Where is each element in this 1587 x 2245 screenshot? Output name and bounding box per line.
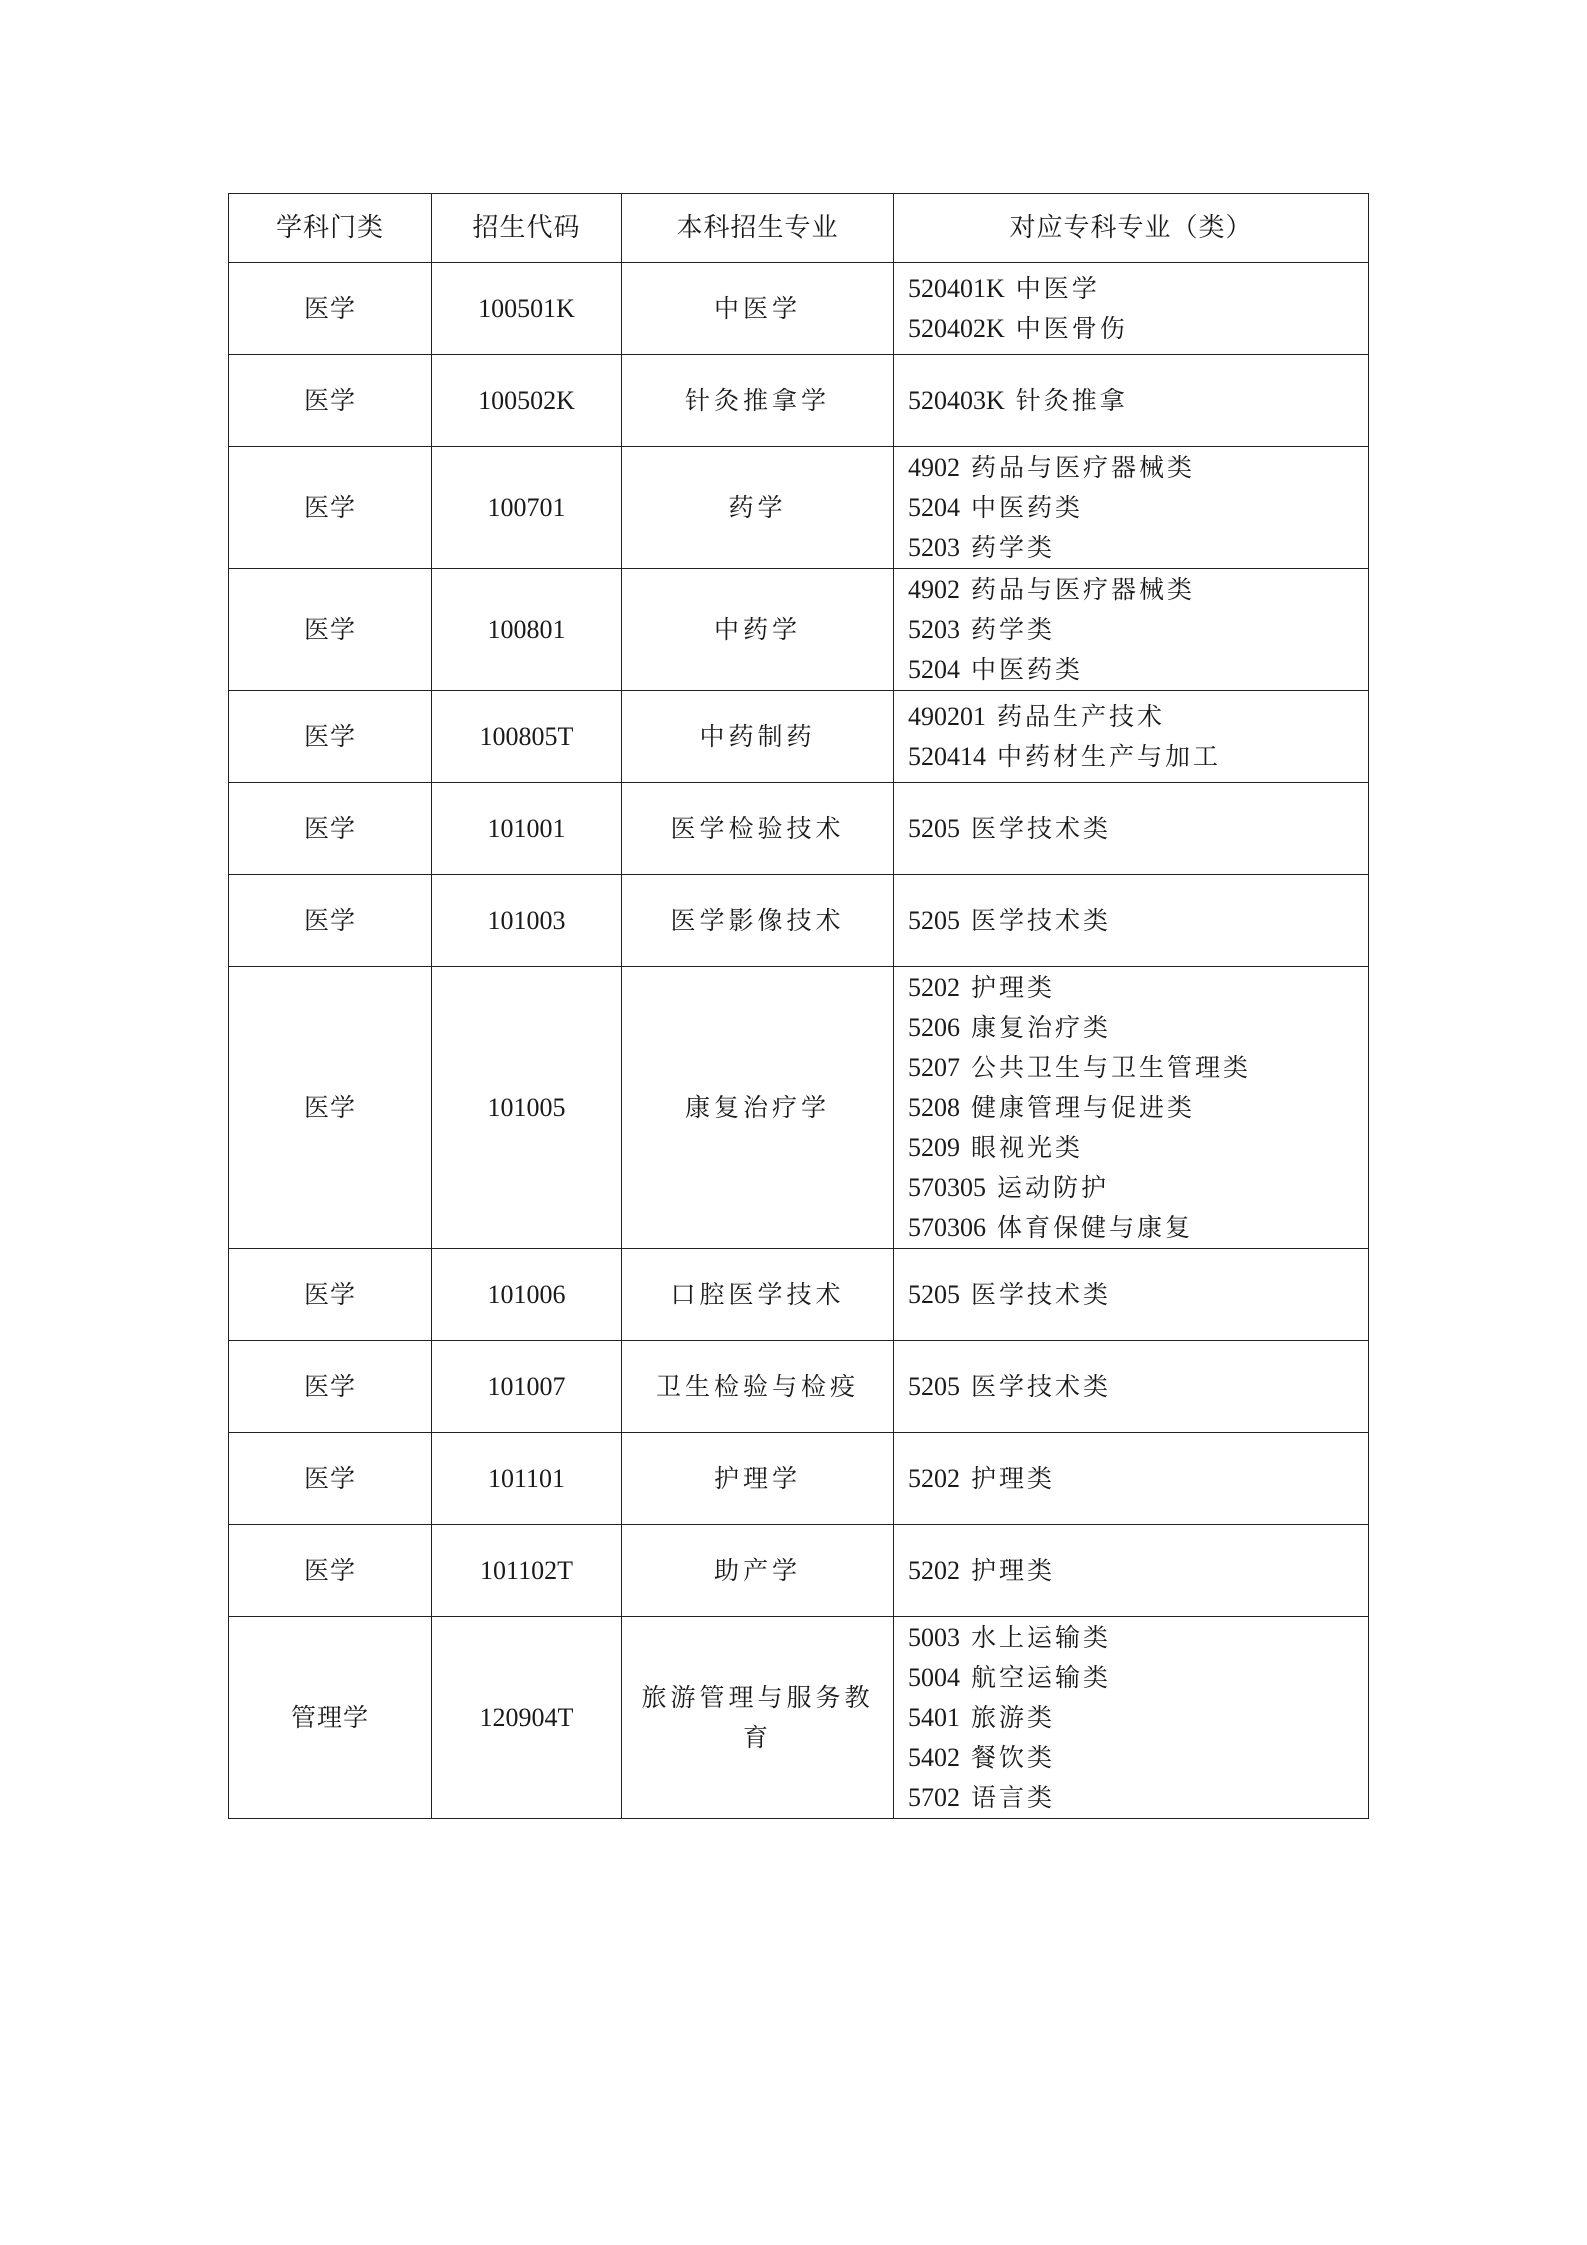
associated-major-name: 中医学 [1015,273,1100,303]
associated-major-item [908,269,1368,309]
associated-major-name: 航空运输类 [970,1662,1111,1692]
cell-associated-majors [894,355,1369,447]
cell-code: 100502K [432,355,622,447]
cell-category: 医学 [229,1249,432,1341]
table-body [229,263,1369,1819]
associated-major-name: 药学类 [970,614,1055,644]
associated-major-item [908,528,1368,568]
table-row [229,1341,1369,1433]
associated-major-name: 药学类 [970,532,1055,562]
cell-category: 医学 [229,355,432,447]
cell-associated-majors [894,569,1369,691]
associated-major-item [908,448,1368,488]
cell-code: 120904T [432,1617,622,1819]
cell-associated-majors [894,447,1369,569]
associated-major-item [908,1008,1368,1048]
cell-category: 医学 [229,783,432,875]
associated-major-name: 旅游类 [970,1702,1055,1732]
associated-major-item [908,488,1368,528]
associated-major-item [908,650,1368,690]
associated-major-name: 康复治疗类 [970,1012,1111,1042]
cell-major: 康复治疗学 [622,967,894,1249]
cell-category: 医学 [229,263,432,355]
associated-major-name: 语言类 [970,1782,1055,1812]
cell-major: 针灸推拿学 [622,355,894,447]
associated-major-name: 中医药类 [970,492,1083,522]
table-row [229,569,1369,691]
associated-major-item [908,1088,1368,1128]
cell-major: 旅游管理与服务教育 [622,1617,894,1819]
cell-category: 医学 [229,1525,432,1617]
cell-major: 中医学 [622,263,894,355]
associated-major-code: 5205 [908,1371,960,1401]
cell-code: 100701 [432,447,622,569]
table-header-row [229,194,1369,263]
associated-major-name: 中药材生产与加工 [996,741,1221,771]
cell-major: 中药制药 [622,691,894,783]
cell-associated-majors [894,1249,1369,1341]
cell-code: 100805T [432,691,622,783]
associated-major-code: 4902 [908,574,960,604]
cell-category: 医学 [229,691,432,783]
table-row [229,1433,1369,1525]
table-row [229,967,1369,1249]
associated-major-code: 5401 [908,1702,960,1732]
cell-major: 护理学 [622,1433,894,1525]
associated-major-item [908,968,1368,1008]
associated-major-code: 5206 [908,1012,960,1042]
associated-major-code: 5702 [908,1782,960,1812]
major-correspondence-table [228,193,1369,1819]
cell-associated-majors [894,691,1369,783]
cell-code: 101101 [432,1433,622,1525]
associated-major-name: 眼视光类 [970,1132,1083,1162]
associated-major-code: 5207 [908,1052,960,1082]
associated-major-code: 5205 [908,905,960,935]
associated-major-name: 中医药类 [970,654,1083,684]
associated-major-code: 5202 [908,1555,960,1585]
associated-major-name: 护理类 [970,1555,1055,1585]
cell-code: 101102T [432,1525,622,1617]
cell-associated-majors [894,967,1369,1249]
table-row [229,263,1369,355]
associated-major-code: 570306 [908,1212,986,1242]
table-row [229,875,1369,967]
associated-major-code: 520414 [908,741,986,771]
header-category: 学科门类 [229,194,432,263]
associated-major-item [908,1551,1368,1591]
cell-category: 医学 [229,1341,432,1433]
associated-major-item [908,1698,1368,1738]
cell-associated-majors [894,875,1369,967]
cell-code: 101001 [432,783,622,875]
associated-major-code: 5203 [908,614,960,644]
associated-major-name: 药品与医疗器械类 [970,452,1195,482]
associated-major-code: 5204 [908,654,960,684]
associated-major-item [908,1658,1368,1698]
header-code: 招生代码 [432,194,622,263]
table-row [229,355,1369,447]
associated-major-item [908,381,1368,421]
cell-category: 医学 [229,875,432,967]
associated-major-name: 药品与医疗器械类 [970,574,1195,604]
associated-major-name: 健康管理与促进类 [970,1092,1195,1122]
associated-major-item [908,1048,1368,1088]
cell-associated-majors [894,263,1369,355]
associated-major-code: 520401K [908,273,1005,303]
header-associated-majors: 对应专科专业（类） [894,194,1369,263]
associated-major-code: 5203 [908,532,960,562]
table-row [229,1617,1369,1819]
cell-code: 101005 [432,967,622,1249]
associated-major-item [908,1168,1368,1208]
cell-associated-majors [894,1433,1369,1525]
cell-code: 100801 [432,569,622,691]
cell-associated-majors [894,783,1369,875]
cell-category: 医学 [229,569,432,691]
associated-major-name: 公共卫生与卫生管理类 [970,1052,1251,1082]
cell-major: 医学检验技术 [622,783,894,875]
table-row [229,1525,1369,1617]
cell-major: 助产学 [622,1525,894,1617]
cell-category: 医学 [229,1433,432,1525]
associated-major-name: 水上运输类 [970,1622,1111,1652]
table-row [229,1249,1369,1341]
associated-major-item [908,809,1368,849]
associated-major-name: 运动防护 [996,1172,1109,1202]
cell-category: 医学 [229,447,432,569]
associated-major-code: 520402K [908,313,1005,343]
associated-major-item [908,1738,1368,1778]
cell-code: 101006 [432,1249,622,1341]
associated-major-item [908,570,1368,610]
table-row [229,691,1369,783]
associated-major-code: 570305 [908,1172,986,1202]
associated-major-code: 520403K [908,385,1005,415]
associated-major-name: 护理类 [970,1463,1055,1493]
associated-major-item [908,1618,1368,1658]
associated-major-item [908,1367,1368,1407]
cell-code: 100501K [432,263,622,355]
associated-major-code: 5004 [908,1662,960,1692]
associated-major-name: 护理类 [970,972,1055,1002]
associated-major-name: 体育保健与康复 [996,1212,1193,1242]
header-major: 本科招生专业 [622,194,894,263]
associated-major-name: 餐饮类 [970,1742,1055,1772]
cell-category: 医学 [229,967,432,1249]
associated-major-code: 5209 [908,1132,960,1162]
associated-major-name: 针灸推拿 [1015,385,1128,415]
associated-major-item [908,1208,1368,1248]
associated-major-item [908,1128,1368,1168]
associated-major-name: 医学技术类 [970,813,1111,843]
associated-major-name: 药品生产技术 [996,701,1165,731]
cell-associated-majors [894,1341,1369,1433]
associated-major-item [908,610,1368,650]
cell-major: 口腔医学技术 [622,1249,894,1341]
table-row [229,447,1369,569]
associated-major-item [908,697,1368,737]
associated-major-code: 490201 [908,701,986,731]
associated-major-code: 5003 [908,1622,960,1652]
associated-major-code: 5204 [908,492,960,522]
associated-major-item [908,1459,1368,1499]
associated-major-item [908,737,1368,777]
associated-major-code: 5402 [908,1742,960,1772]
associated-major-code: 5202 [908,972,960,1002]
cell-code: 101003 [432,875,622,967]
cell-major: 卫生检验与检疫 [622,1341,894,1433]
associated-major-code: 5205 [908,1279,960,1309]
associated-major-name: 医学技术类 [970,905,1111,935]
associated-major-item [908,1275,1368,1315]
cell-associated-majors [894,1617,1369,1819]
associated-major-code: 5208 [908,1092,960,1122]
cell-category: 管理学 [229,1617,432,1819]
associated-major-name: 中医骨伤 [1015,313,1128,343]
associated-major-code: 5202 [908,1463,960,1493]
associated-major-item [908,1778,1368,1818]
cell-associated-majors [894,1525,1369,1617]
associated-major-name: 医学技术类 [970,1279,1111,1309]
cell-major: 药学 [622,447,894,569]
cell-major: 医学影像技术 [622,875,894,967]
associated-major-item [908,901,1368,941]
associated-major-name: 医学技术类 [970,1371,1111,1401]
associated-major-code: 4902 [908,452,960,482]
table-row [229,783,1369,875]
cell-code: 101007 [432,1341,622,1433]
cell-major: 中药学 [622,569,894,691]
associated-major-code: 5205 [908,813,960,843]
associated-major-item [908,309,1368,349]
